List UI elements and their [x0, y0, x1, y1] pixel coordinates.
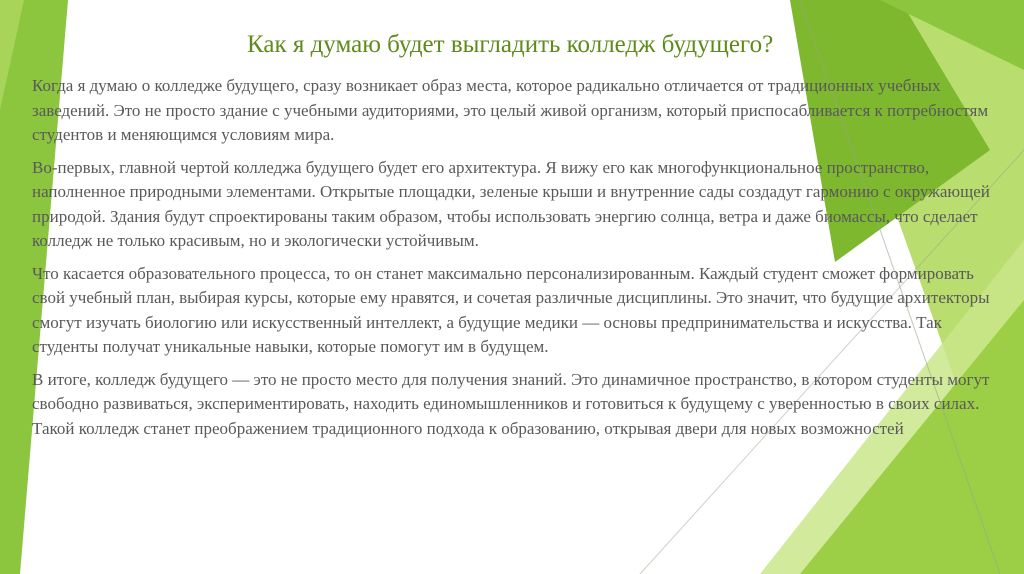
slide-title: Как я думаю будет выгладить колледж будущего?	[247, 31, 774, 58]
body-paragraph: Что касается образовательного процесса, то он станет максимально персонализированным. Каждый студент сможет формировать свой учебный план, выбирая курсы, которые ему нравятся, и сочетая различные дисциплины. Это значит, что будущие архитекторы смогут изучать биологию или искусственный интеллект, а будущие медики — основы предпринимательства и искусства. Так студенты получат уникальные навыки, которые помогут им в будущем.	[32, 263, 990, 356]
body-paragraph: Когда я думаю о колледже будущего, сразу возникает образ места, которое радикально отличается от традиционных учебных заведений. Это не просто здание с учебными аудиториями, это целый живой организм, который приспосабливается к потребностям студентов и меняющимся условиям мира.	[32, 76, 989, 144]
slide-body	[32, 74, 992, 441]
body-paragraph: Во-первых, главной чертой колледжа будущего будет его архитектура. Я вижу его как многофункциональное пространство, наполненное природными элементами. Открытые площадки, зеленые крыши и внутренние сады создадут гармонию с окружающей природой. Здания будут спроектированы таким образом, чтобы использовать энергию солнца, ветра и даже биомассы, что сделает колледж не только красивым, но и экологически устойчивым.	[32, 157, 990, 250]
body-paragraph: В итоге, колледж будущего — это не просто место для получения знаний. Это динамичное пространство, в котором студенты могут свободно развиваться, экспериментировать, находить единомышленников и готовиться к будущему с уверенностью в своих силах. Такой колледж станет преображением традиционного подхода к образованию, открывая двери для новых возможностей	[32, 369, 990, 438]
